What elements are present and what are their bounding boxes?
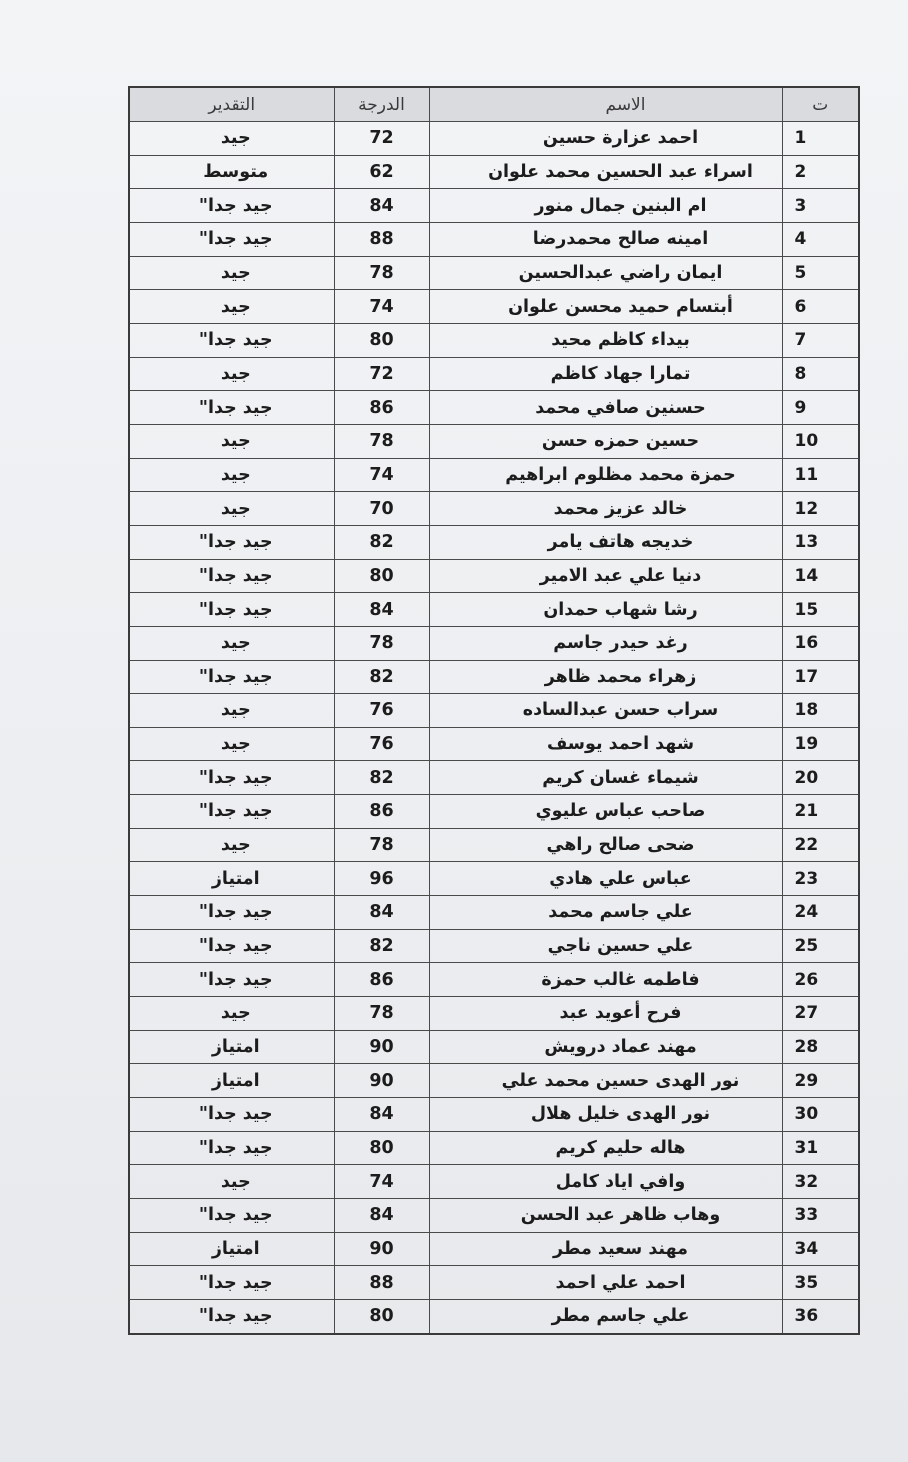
student-grade: امتياز	[129, 1064, 334, 1098]
student-score: 90	[334, 1064, 429, 1098]
student-score: 90	[334, 1030, 429, 1064]
table-row	[129, 929, 859, 963]
row-number: 5	[782, 256, 859, 290]
row-number: 13	[782, 525, 859, 559]
table-row	[129, 1064, 859, 1098]
student-score: 72	[334, 357, 429, 391]
student-score: 96	[334, 862, 429, 896]
student-score: 80	[334, 559, 429, 593]
student-grade: جيد جدا"	[129, 559, 334, 593]
student-score: 88	[334, 1266, 429, 1300]
student-name: ضحى صالح راهي	[429, 828, 782, 862]
student-name: هاله حليم كريم	[429, 1131, 782, 1165]
row-number: 34	[782, 1232, 859, 1266]
student-grade: جيد جدا"	[129, 525, 334, 559]
student-grade: جيد جدا"	[129, 1098, 334, 1132]
student-grade: جيد جدا"	[129, 323, 334, 357]
table-row	[129, 963, 859, 997]
row-number: 2	[782, 155, 859, 189]
student-name: علي جاسم مطر	[429, 1299, 782, 1334]
header-name: الاسم	[429, 87, 782, 122]
table-row	[129, 1232, 859, 1266]
student-grade: جيد	[129, 122, 334, 156]
student-name: عباس علي هادي	[429, 862, 782, 896]
row-number: 30	[782, 1098, 859, 1132]
row-number: 16	[782, 626, 859, 660]
table-row	[129, 1165, 859, 1199]
table-row	[129, 626, 859, 660]
student-grade: جيد جدا"	[129, 761, 334, 795]
student-name: أبتسام حميد محسن علوان	[429, 290, 782, 324]
row-number: 10	[782, 424, 859, 458]
student-name: ايمان راضي عبدالحسين	[429, 256, 782, 290]
student-score: 78	[334, 626, 429, 660]
student-grade: جيد	[129, 694, 334, 728]
student-grade: جيد جدا"	[129, 963, 334, 997]
row-number: 32	[782, 1165, 859, 1199]
student-score: 82	[334, 761, 429, 795]
row-number: 15	[782, 593, 859, 627]
table-row	[129, 727, 859, 761]
row-number: 25	[782, 929, 859, 963]
row-number: 11	[782, 458, 859, 492]
student-score: 70	[334, 492, 429, 526]
row-number: 17	[782, 660, 859, 694]
student-grade: جيد جدا"	[129, 929, 334, 963]
table-row	[129, 1098, 859, 1132]
table-header	[129, 87, 859, 122]
table-row	[129, 357, 859, 391]
table-row	[129, 795, 859, 829]
table-row	[129, 122, 859, 156]
student-score: 74	[334, 1165, 429, 1199]
row-number: 4	[782, 222, 859, 256]
student-score: 78	[334, 828, 429, 862]
student-name: وهاب ظاهر عبد الحسن	[429, 1199, 782, 1233]
student-name: علي جاسم محمد	[429, 896, 782, 930]
table-row	[129, 1299, 859, 1334]
student-name: صاحب عباس عليوي	[429, 795, 782, 829]
table-row	[129, 1199, 859, 1233]
student-grade: جيد جدا"	[129, 1266, 334, 1300]
student-score: 84	[334, 1199, 429, 1233]
student-name: وافي اياد كامل	[429, 1165, 782, 1199]
student-grade: جيد جدا"	[129, 795, 334, 829]
student-grade: جيد جدا"	[129, 1299, 334, 1334]
student-score: 78	[334, 256, 429, 290]
row-number: 36	[782, 1299, 859, 1334]
student-name: بيداء كاظم محيد	[429, 323, 782, 357]
table-row	[129, 1266, 859, 1300]
student-grade: جيد جدا"	[129, 593, 334, 627]
table-row	[129, 525, 859, 559]
student-score: 82	[334, 929, 429, 963]
table-row	[129, 290, 859, 324]
student-grade: جيد	[129, 997, 334, 1031]
student-score: 78	[334, 997, 429, 1031]
row-number: 7	[782, 323, 859, 357]
table-row	[129, 559, 859, 593]
row-number: 27	[782, 997, 859, 1031]
table-row	[129, 1030, 859, 1064]
student-score: 80	[334, 1131, 429, 1165]
table-row	[129, 222, 859, 256]
student-grade: جيد	[129, 424, 334, 458]
student-score: 62	[334, 155, 429, 189]
student-name: شهد احمد يوسف	[429, 727, 782, 761]
student-grade: جيد	[129, 626, 334, 660]
row-number: 29	[782, 1064, 859, 1098]
student-grade: جيد جدا"	[129, 896, 334, 930]
table-row	[129, 862, 859, 896]
student-grade: جيد	[129, 828, 334, 862]
row-number: 24	[782, 896, 859, 930]
header-grade: التقدير	[129, 87, 334, 122]
row-number: 9	[782, 391, 859, 425]
student-grade: جيد	[129, 492, 334, 526]
student-score: 76	[334, 727, 429, 761]
table-row	[129, 593, 859, 627]
student-grade: جيد	[129, 458, 334, 492]
student-score: 86	[334, 795, 429, 829]
student-name: رغد حيدر جاسم	[429, 626, 782, 660]
table-row	[129, 492, 859, 526]
student-name: حمزة محمد مظلوم ابراهيم	[429, 458, 782, 492]
table-row	[129, 1131, 859, 1165]
student-score: 84	[334, 1098, 429, 1132]
student-score: 84	[334, 593, 429, 627]
table-row	[129, 323, 859, 357]
student-name: حسين حمزه حسن	[429, 424, 782, 458]
student-results-table	[128, 86, 860, 1335]
row-number: 33	[782, 1199, 859, 1233]
student-grade: جيد جدا"	[129, 660, 334, 694]
student-score: 80	[334, 323, 429, 357]
table-row	[129, 694, 859, 728]
student-name: حسنين صافي محمد	[429, 391, 782, 425]
student-score: 86	[334, 963, 429, 997]
student-name: علي حسين ناجي	[429, 929, 782, 963]
row-number: 12	[782, 492, 859, 526]
student-grade: جيد	[129, 727, 334, 761]
table-row	[129, 391, 859, 425]
student-score: 80	[334, 1299, 429, 1334]
row-number: 6	[782, 290, 859, 324]
table-row	[129, 997, 859, 1031]
row-number: 21	[782, 795, 859, 829]
student-name: نور الهدى حسين محمد علي	[429, 1064, 782, 1098]
student-grade: جيد جدا"	[129, 391, 334, 425]
student-score: 82	[334, 525, 429, 559]
student-grade: جيد جدا"	[129, 189, 334, 223]
student-score: 72	[334, 122, 429, 156]
student-name: خديجه هاتف يامر	[429, 525, 782, 559]
row-number: 18	[782, 694, 859, 728]
row-number: 35	[782, 1266, 859, 1300]
student-grade: جيد	[129, 357, 334, 391]
student-score: 76	[334, 694, 429, 728]
student-score: 84	[334, 896, 429, 930]
student-score: 74	[334, 458, 429, 492]
row-number: 3	[782, 189, 859, 223]
student-name: امينه صالح محمدرضا	[429, 222, 782, 256]
student-grade: جيد	[129, 290, 334, 324]
table-row	[129, 155, 859, 189]
row-number: 20	[782, 761, 859, 795]
table-body	[129, 122, 859, 1335]
row-number: 26	[782, 963, 859, 997]
student-score: 84	[334, 189, 429, 223]
student-name: نور الهدى خليل هلال	[429, 1098, 782, 1132]
row-number: 14	[782, 559, 859, 593]
student-grade: جيد	[129, 256, 334, 290]
student-name: زهراء محمد ظاهر	[429, 660, 782, 694]
table-row	[129, 189, 859, 223]
table-row	[129, 256, 859, 290]
student-grade: امتياز	[129, 1030, 334, 1064]
student-grade: جيد جدا"	[129, 222, 334, 256]
student-name: احمد عزارة حسين	[429, 122, 782, 156]
table-row	[129, 458, 859, 492]
student-score: 86	[334, 391, 429, 425]
header-number: ت	[782, 87, 859, 122]
table-row	[129, 424, 859, 458]
header-row	[129, 87, 859, 122]
student-grade: امتياز	[129, 862, 334, 896]
student-grade: جيد جدا"	[129, 1131, 334, 1165]
student-name: رشا شهاب حمدان	[429, 593, 782, 627]
row-number: 22	[782, 828, 859, 862]
student-score: 88	[334, 222, 429, 256]
student-grade: متوسط	[129, 155, 334, 189]
student-score: 78	[334, 424, 429, 458]
student-name: تمارا جهاد كاظم	[429, 357, 782, 391]
row-number: 31	[782, 1131, 859, 1165]
student-name: اسراء عبد الحسين محمد علوان	[429, 155, 782, 189]
row-number: 8	[782, 357, 859, 391]
table-row	[129, 761, 859, 795]
row-number: 23	[782, 862, 859, 896]
header-score: الدرجة	[334, 87, 429, 122]
student-name: شيماء غسان كريم	[429, 761, 782, 795]
student-grade: امتياز	[129, 1232, 334, 1266]
student-grade: جيد جدا"	[129, 1199, 334, 1233]
row-number: 1	[782, 122, 859, 156]
student-name: مهند سعيد مطر	[429, 1232, 782, 1266]
student-name: احمد علي احمد	[429, 1266, 782, 1300]
student-score: 74	[334, 290, 429, 324]
student-name: ام البنين جمال منور	[429, 189, 782, 223]
row-number: 28	[782, 1030, 859, 1064]
student-name: مهند عماد درويش	[429, 1030, 782, 1064]
row-number: 19	[782, 727, 859, 761]
student-grade: جيد	[129, 1165, 334, 1199]
student-name: دنيا علي عبد الامير	[429, 559, 782, 593]
student-name: فاطمه غالب حمزة	[429, 963, 782, 997]
student-name: فرح أعويد عبد	[429, 997, 782, 1031]
student-score: 90	[334, 1232, 429, 1266]
student-name: خالد عزيز محمد	[429, 492, 782, 526]
table-row	[129, 660, 859, 694]
table-row	[129, 828, 859, 862]
table-row	[129, 896, 859, 930]
student-name: سراب حسن عبدالساده	[429, 694, 782, 728]
student-score: 82	[334, 660, 429, 694]
